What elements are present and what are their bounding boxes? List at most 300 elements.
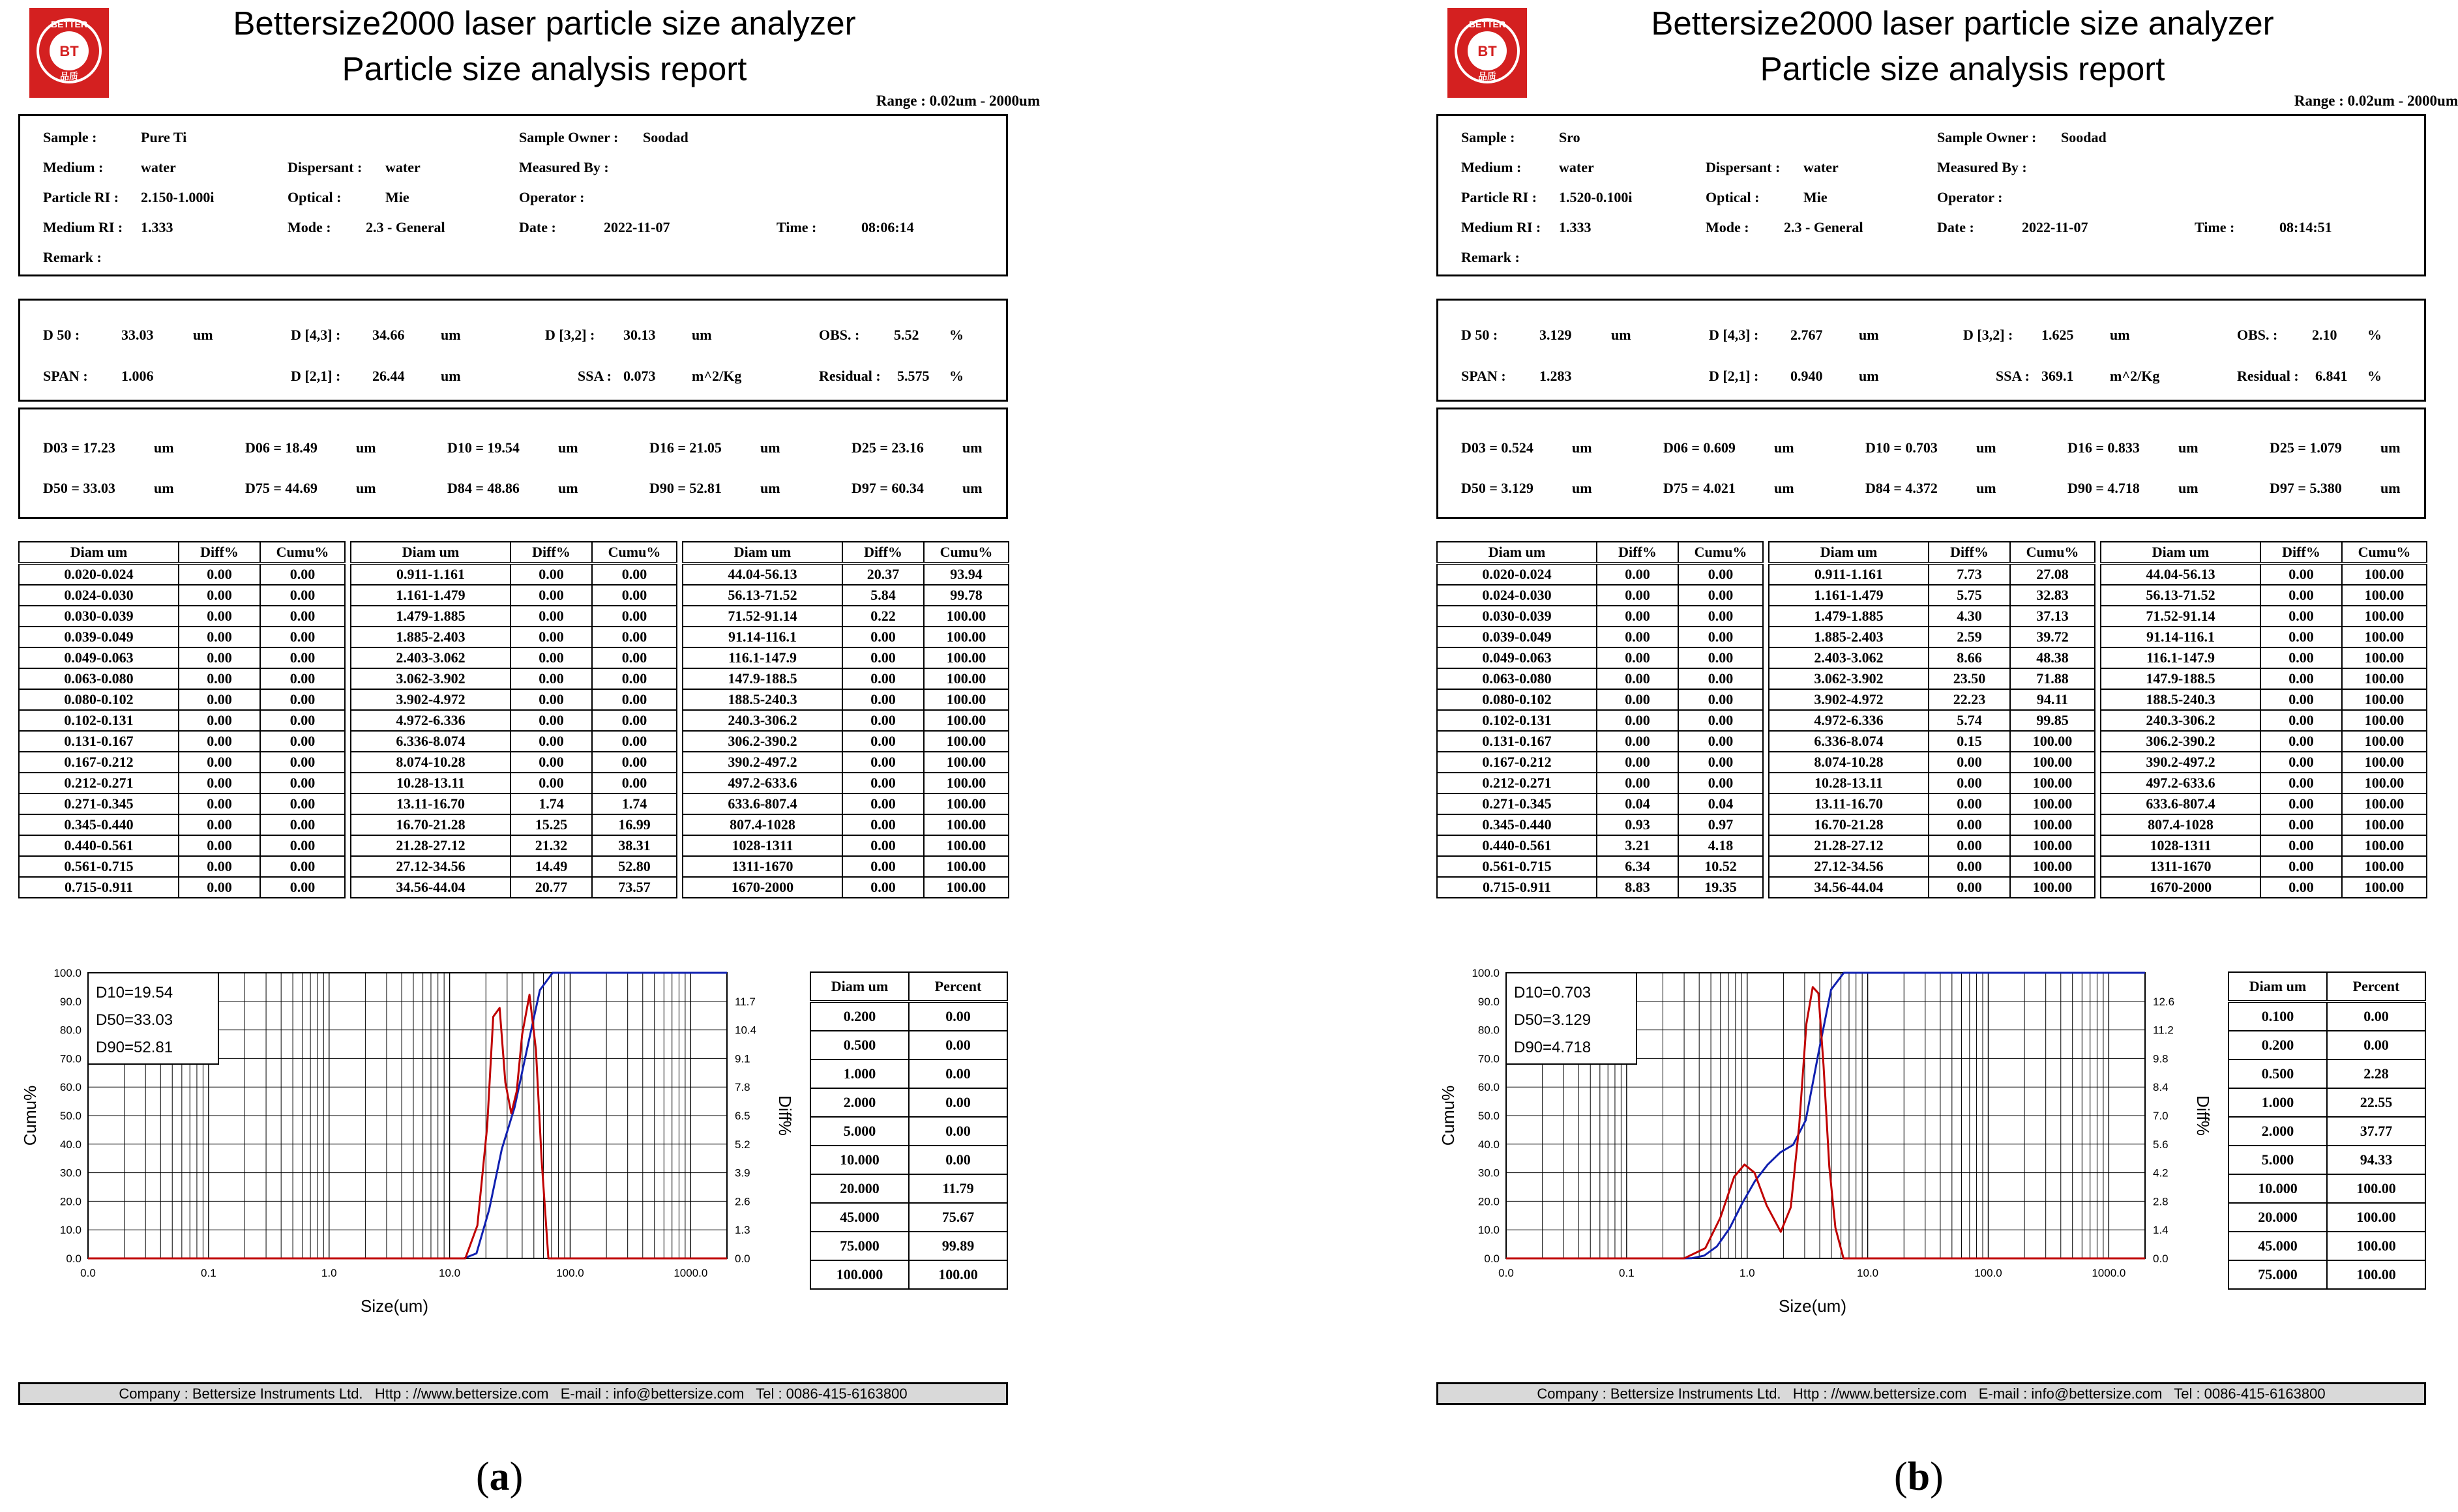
table-row [351,835,677,856]
table-row [1769,793,2095,814]
sample-label: Sample : [43,129,97,145]
unit: um [1859,368,1879,384]
table-header-row [683,542,1009,563]
diam-range-cell: 34.56-44.04 [351,877,511,898]
x-tick-label: 1000.0 [2092,1267,2126,1279]
mode-label: Mode : [1706,219,1749,235]
diff-cell: 0.00 [1597,689,1678,710]
table-row [19,585,345,606]
sample-info-box [1436,114,2426,276]
diam-range-cell: 1670-2000 [683,877,842,898]
table-row [19,856,345,877]
table-row [810,1088,1007,1117]
particle-ri-value: 1.520-0.100i [1559,189,1633,205]
percent-cell: 0.00 [909,1088,1007,1117]
table-row [1769,877,2095,898]
table-header-row [810,972,1007,1001]
x-tick-label: 0.1 [201,1267,216,1279]
diff-cell: 0.00 [511,627,592,647]
y-left-axis-label: Cumu% [1438,1085,1458,1146]
span-value: 1.283 [1539,368,1572,384]
diam-range-cell: 390.2-497.2 [683,752,842,773]
unit: um [558,439,578,456]
table-row [1769,627,2095,647]
d50-label: D 50 : [1461,327,1498,343]
table-row [2101,835,2427,856]
cumu-cell: 0.00 [260,752,345,773]
diam-range-cell: 34.56-44.04 [1769,877,1929,898]
table-row [1769,668,2095,689]
cumu-cell: 0.00 [260,668,345,689]
cumu-cell: 100.00 [2342,835,2427,856]
table-row [351,647,677,668]
diam-cell: 10.000 [810,1146,909,1174]
size-table-col1 [1436,541,1764,898]
table-row [19,689,345,710]
diff-cell: 0.00 [511,710,592,731]
percent-cell: 75.67 [909,1203,1007,1232]
table-row [2101,856,2427,877]
diff-cell: 0.00 [842,814,924,835]
diam-range-cell: 1028-1311 [683,835,842,856]
table-row [351,793,677,814]
unit: um [692,327,712,343]
diff-cell: 5.84 [842,585,924,606]
cumu-cell: 1.74 [592,793,677,814]
percent-cell: 99.89 [909,1232,1007,1260]
diam-range-cell: 71.52-91.14 [2101,606,2260,627]
diff-cell: 0.00 [842,835,924,856]
col-header-diam: Diam um [1769,542,1929,563]
table-row [2228,1260,2425,1289]
cumu-cell: 100.00 [2342,856,2427,877]
time-label: Time : [2195,219,2235,235]
diam-range-cell: 10.28-13.11 [1769,773,1929,793]
diff-cell: 0.00 [511,731,592,752]
col-header-diff: Diff% [179,542,260,563]
diam-cell: 2.000 [810,1088,909,1117]
cumu-cell: 71.88 [2010,668,2095,689]
cumu-cell: 100.00 [2342,627,2427,647]
diff-cell: 0.00 [842,752,924,773]
diff-cell: 0.00 [179,668,260,689]
unit: um [2178,439,2199,456]
cumu-cell: 27.08 [2010,563,2095,585]
diff-cell: 0.00 [2260,627,2342,647]
unit: um [962,480,983,496]
report-subtitle: Particle size analysis report [1760,50,2165,87]
diff-cell: 0.00 [842,731,924,752]
table-row [351,710,677,731]
unit: um [1976,480,1996,496]
y-left-tick-label: 0.0 [66,1253,81,1265]
table-row [683,647,1009,668]
diff-cell: 0.04 [1597,793,1678,814]
percentile-value: D90 = 4.718 [2067,480,2140,496]
cumu-cell: 0.00 [1678,563,1763,585]
table-row [1769,647,2095,668]
cumu-cell: 100.00 [924,793,1009,814]
diam-range-cell: 0.131-0.167 [19,731,179,752]
d32-value: 1.625 [2041,327,2074,343]
cumu-cell: 0.00 [592,710,677,731]
unit: um [558,480,578,496]
table-row [683,793,1009,814]
y-left-tick-label: 60.0 [59,1081,81,1094]
y-left-tick-label: 30.0 [1477,1166,1500,1179]
caption-letter: b [1907,1455,1931,1499]
diff-cell: 0.00 [179,627,260,647]
diff-cell: 0.00 [179,835,260,856]
sample-value: Sro [1559,129,1580,145]
diff-cell: 0.00 [179,856,260,877]
unit: um [154,480,174,496]
col-header-diff: Diff% [1929,542,2010,563]
table-row [19,773,345,793]
table-row [810,1060,1007,1088]
diam-range-cell: 0.030-0.039 [19,606,179,627]
percentile-value: D50 = 3.129 [1461,480,1533,496]
table-row [351,563,677,585]
diff-cell: 0.00 [842,627,924,647]
table-row [1769,731,2095,752]
table-row [1437,668,1763,689]
diam-cell: 0.500 [810,1031,909,1060]
cumu-cell: 0.00 [1678,710,1763,731]
size-table-col3 [682,541,1009,898]
table-row [2228,1117,2425,1146]
diam-range-cell: 0.039-0.049 [19,627,179,647]
cumu-cell: 0.00 [592,606,677,627]
cumu-cell: 0.00 [1678,627,1763,647]
cumu-cell: 0.04 [1678,793,1763,814]
percent-cell: 0.00 [2327,1001,2425,1031]
table-row [351,606,677,627]
distribution-chart [10,958,799,1350]
table-row [810,1203,1007,1232]
particle-ri-label: Particle RI : [43,189,119,205]
diam-range-cell: 0.039-0.049 [1437,627,1597,647]
diam-range-cell: 8.074-10.28 [351,752,511,773]
y-left-tick-label: 10.0 [59,1224,81,1237]
cumu-cell: 0.00 [592,773,677,793]
diff-cell: 0.00 [2260,773,2342,793]
table-row [683,627,1009,647]
medium-value: water [141,159,176,175]
time-value: 08:14:51 [2279,219,2332,235]
optical-value: Mie [1803,189,1828,205]
diam-cell: 5.000 [2228,1146,2327,1174]
diff-cell: 22.23 [1929,689,2010,710]
diam-range-cell: 0.020-0.024 [1437,563,1597,585]
diam-range-cell: 6.336-8.074 [351,731,511,752]
table-row [1437,606,1763,627]
legend-entry: D10=0.703 [1514,984,1592,1001]
y-left-tick-label: 60.0 [1477,1081,1500,1094]
diff-cell: 0.00 [2260,668,2342,689]
cumu-cell: 0.00 [592,689,677,710]
cumu-cell: 100.00 [924,814,1009,835]
cumu-cell: 16.99 [592,814,677,835]
diam-range-cell: 0.049-0.063 [19,647,179,668]
cumu-cell: 100.00 [2342,793,2427,814]
table-row [351,585,677,606]
diam-range-cell: 21.28-27.12 [351,835,511,856]
diam-range-cell: 2.403-3.062 [351,647,511,668]
unit: % [2367,368,2382,384]
unit: um [356,480,376,496]
table-row [19,752,345,773]
mode-value: 2.3 - General [366,219,445,235]
table-row [19,668,345,689]
diff-cell: 0.00 [1929,752,2010,773]
cumu-cell: 0.00 [592,627,677,647]
percent-cell: 100.00 [2327,1174,2425,1203]
diam-range-cell: 1028-1311 [2101,835,2260,856]
cumu-cell: 0.00 [260,856,345,877]
diff-cell: 0.00 [1597,647,1678,668]
table-row [683,563,1009,585]
ssa-label: SSA : [578,368,612,384]
diam-range-cell: 0.715-0.911 [19,877,179,898]
table-row [351,773,677,793]
date-value: 2022-11-07 [2022,219,2088,235]
unit: um [2178,480,2199,496]
diff-cell: 0.00 [2260,835,2342,856]
diff-cell: 0.00 [179,793,260,814]
table-row [2228,1088,2425,1117]
diam-range-cell: 27.12-34.56 [351,856,511,877]
cumu-cell: 0.00 [260,627,345,647]
range-label: Range : 0.02um - 2000um [2294,93,2458,109]
diam-range-cell: 1670-2000 [2101,877,2260,898]
optical-value: Mie [385,189,409,205]
y-right-tick-label: 4.2 [2153,1166,2169,1179]
cumu-cell: 100.00 [924,752,1009,773]
col-header-percent: Percent [2327,972,2425,1001]
diff-cell: 0.22 [842,606,924,627]
diff-cell: 0.00 [2260,689,2342,710]
table-header-row [2228,972,2425,1001]
legend-entry: D90=52.81 [96,1039,173,1056]
diff-cell: 15.25 [511,814,592,835]
unit: um [2110,327,2130,343]
x-tick-label: 0.1 [1619,1267,1635,1279]
unit: um [1572,439,1592,456]
table-row [2101,627,2427,647]
diam-range-cell: 0.080-0.102 [19,689,179,710]
table-row [810,1174,1007,1203]
diff-cell: 8.66 [1929,647,2010,668]
diam-range-cell: 1.885-2.403 [351,627,511,647]
d32-value: 30.13 [623,327,656,343]
y-left-tick-label: 100.0 [53,967,81,979]
diff-cell: 0.00 [842,773,924,793]
cumu-cell: 0.00 [260,647,345,668]
residual-value: 6.841 [2315,368,2348,384]
diam-range-cell: 147.9-188.5 [2101,668,2260,689]
diam-range-cell: 0.561-0.715 [1437,856,1597,877]
diam-range-cell: 0.440-0.561 [19,835,179,856]
col-header-diff: Diff% [2260,542,2342,563]
table-row [810,1260,1007,1289]
table-row [351,668,677,689]
table-row [1769,814,2095,835]
diam-range-cell: 91.14-116.1 [683,627,842,647]
diam-range-cell: 0.911-1.161 [351,563,511,585]
particle-ri-label: Particle RI : [1461,189,1537,205]
diam-range-cell: 13.11-16.70 [351,793,511,814]
diff-cell: 0.00 [1597,710,1678,731]
y-left-tick-label: 70.0 [59,1052,81,1065]
diff-cell: 0.00 [842,856,924,877]
diam-range-cell: 44.04-56.13 [2101,563,2260,585]
y-left-tick-label: 100.0 [1472,967,1500,979]
percentile-value: D90 = 52.81 [649,480,722,496]
percent-cell: 0.00 [909,1001,1007,1031]
d43-value: 34.66 [372,327,405,343]
col-header-diff: Diff% [511,542,592,563]
table-row [810,1146,1007,1174]
diff-cell: 3.21 [1597,835,1678,856]
diam-range-cell: 306.2-390.2 [683,731,842,752]
diff-cell: 20.37 [842,563,924,585]
cumu-cell: 100.00 [2010,793,2095,814]
dispersant-value: water [1803,159,1839,175]
diff-cell: 0.00 [2260,856,2342,877]
cumu-cell: 100.00 [924,877,1009,898]
cumu-cell: 100.00 [2342,814,2427,835]
diam-range-cell: 71.52-91.14 [683,606,842,627]
x-tick-label: 0.0 [1498,1267,1514,1279]
diam-range-cell: 1.161-1.479 [351,585,511,606]
diam-range-cell: 0.911-1.161 [1769,563,1929,585]
diff-cell: 7.73 [1929,563,2010,585]
unit: um [356,439,376,456]
diff-cell: 5.74 [1929,710,2010,731]
table-row [1769,689,2095,710]
table-row [1437,752,1763,773]
diff-cell: 0.00 [179,773,260,793]
cumu-cell: 0.00 [260,835,345,856]
ssa-value: 0.073 [623,368,656,384]
cumu-cell: 100.00 [924,647,1009,668]
sample-info-box [18,114,1008,276]
table-row [1437,773,1763,793]
y-left-tick-label: 40.0 [59,1138,81,1151]
y-left-tick-label: 70.0 [1477,1052,1500,1065]
table-row [19,647,345,668]
diff-cell: 8.83 [1597,877,1678,898]
y-left-tick-label: 20.0 [59,1195,81,1208]
svg-text:品质: 品质 [1478,72,1496,82]
diam-range-cell: 1.479-1.885 [351,606,511,627]
table-row [19,731,345,752]
diam-cell: 45.000 [810,1203,909,1232]
diff-cell: 0.00 [179,752,260,773]
diff-cell: 4.30 [1929,606,2010,627]
d21-value: 26.44 [372,368,405,384]
percentile-value: D84 = 4.372 [1865,480,1938,496]
svg-text:BETTER: BETTER [51,19,87,29]
diff-cell: 0.00 [179,731,260,752]
diam-range-cell: 188.5-240.3 [683,689,842,710]
cumu-cell: 0.00 [1678,585,1763,606]
table-row [683,773,1009,793]
diff-cell: 0.00 [1597,585,1678,606]
diam-range-cell: 497.2-633.6 [2101,773,2260,793]
table-row [2101,752,2427,773]
diam-range-cell: 0.131-0.167 [1437,731,1597,752]
cumu-cell: 0.00 [592,668,677,689]
table-row [1437,689,1763,710]
cumu-cell: 100.00 [2010,814,2095,835]
percentile-value: D06 = 0.609 [1663,439,1736,456]
diff-cell: 0.00 [1597,752,1678,773]
medium-ri-label: Medium RI : [43,219,123,235]
unit: % [2367,327,2382,343]
y-left-tick-label: 50.0 [1477,1110,1500,1122]
table-row [683,710,1009,731]
diam-range-cell: 56.13-71.52 [2101,585,2260,606]
time-value: 08:06:14 [861,219,914,235]
svg-text:品质: 品质 [60,72,78,82]
diff-cell: 0.00 [842,689,924,710]
table-row [683,585,1009,606]
diam-cell: 2.000 [2228,1117,2327,1146]
diff-cell: 0.00 [511,668,592,689]
d21-value: 0.940 [1790,368,1823,384]
cumu-cell: 52.80 [592,856,677,877]
percentile-value: D25 = 1.079 [2270,439,2342,456]
cumu-cell: 100.00 [2010,752,2095,773]
cumu-cell: 0.00 [260,793,345,814]
x-tick-label: 1.0 [321,1267,337,1279]
diff-cell: 0.15 [1929,731,2010,752]
cumu-cell: 100.00 [924,668,1009,689]
diam-range-cell: 0.102-0.131 [19,710,179,731]
percentile-value: D10 = 0.703 [1865,439,1938,456]
diam-cell: 0.200 [810,1001,909,1031]
footer-bar: Company : Bettersize Instruments Ltd. Http : //www.bettersize.com E-mail : info@bettersize.com Tel : 0086-415-6163800 [1436,1382,2426,1405]
diff-cell: 0.00 [1597,668,1678,689]
cumu-cell: 0.00 [592,563,677,585]
diam-range-cell: 2.403-3.062 [1769,647,1929,668]
diam-range-cell: 0.271-0.345 [1437,793,1597,814]
date-label: Date : [1937,219,1974,235]
mode-value: 2.3 - General [1784,219,1863,235]
diff-cell: 14.49 [511,856,592,877]
table-row [19,710,345,731]
col-header-diam: Diam um [683,542,842,563]
cumu-cell: 100.00 [2010,835,2095,856]
table-row [1437,793,1763,814]
table-row [1769,856,2095,877]
svg-text:BT: BT [1477,43,1497,59]
table-row [683,606,1009,627]
cumu-cell: 0.00 [260,710,345,731]
unit: um [760,439,780,456]
cumu-cell: 38.31 [592,835,677,856]
diam-range-cell: 4.972-6.336 [351,710,511,731]
diam-range-cell: 1.885-2.403 [1769,627,1929,647]
table-row [2101,731,2427,752]
x-axis-label: Size(um) [360,1296,429,1316]
diff-cell: 0.00 [842,710,924,731]
y-left-tick-label: 40.0 [1477,1138,1500,1151]
y-right-tick-label: 5.6 [2153,1138,2169,1151]
dispersant-label: Dispersant : [1706,159,1781,175]
